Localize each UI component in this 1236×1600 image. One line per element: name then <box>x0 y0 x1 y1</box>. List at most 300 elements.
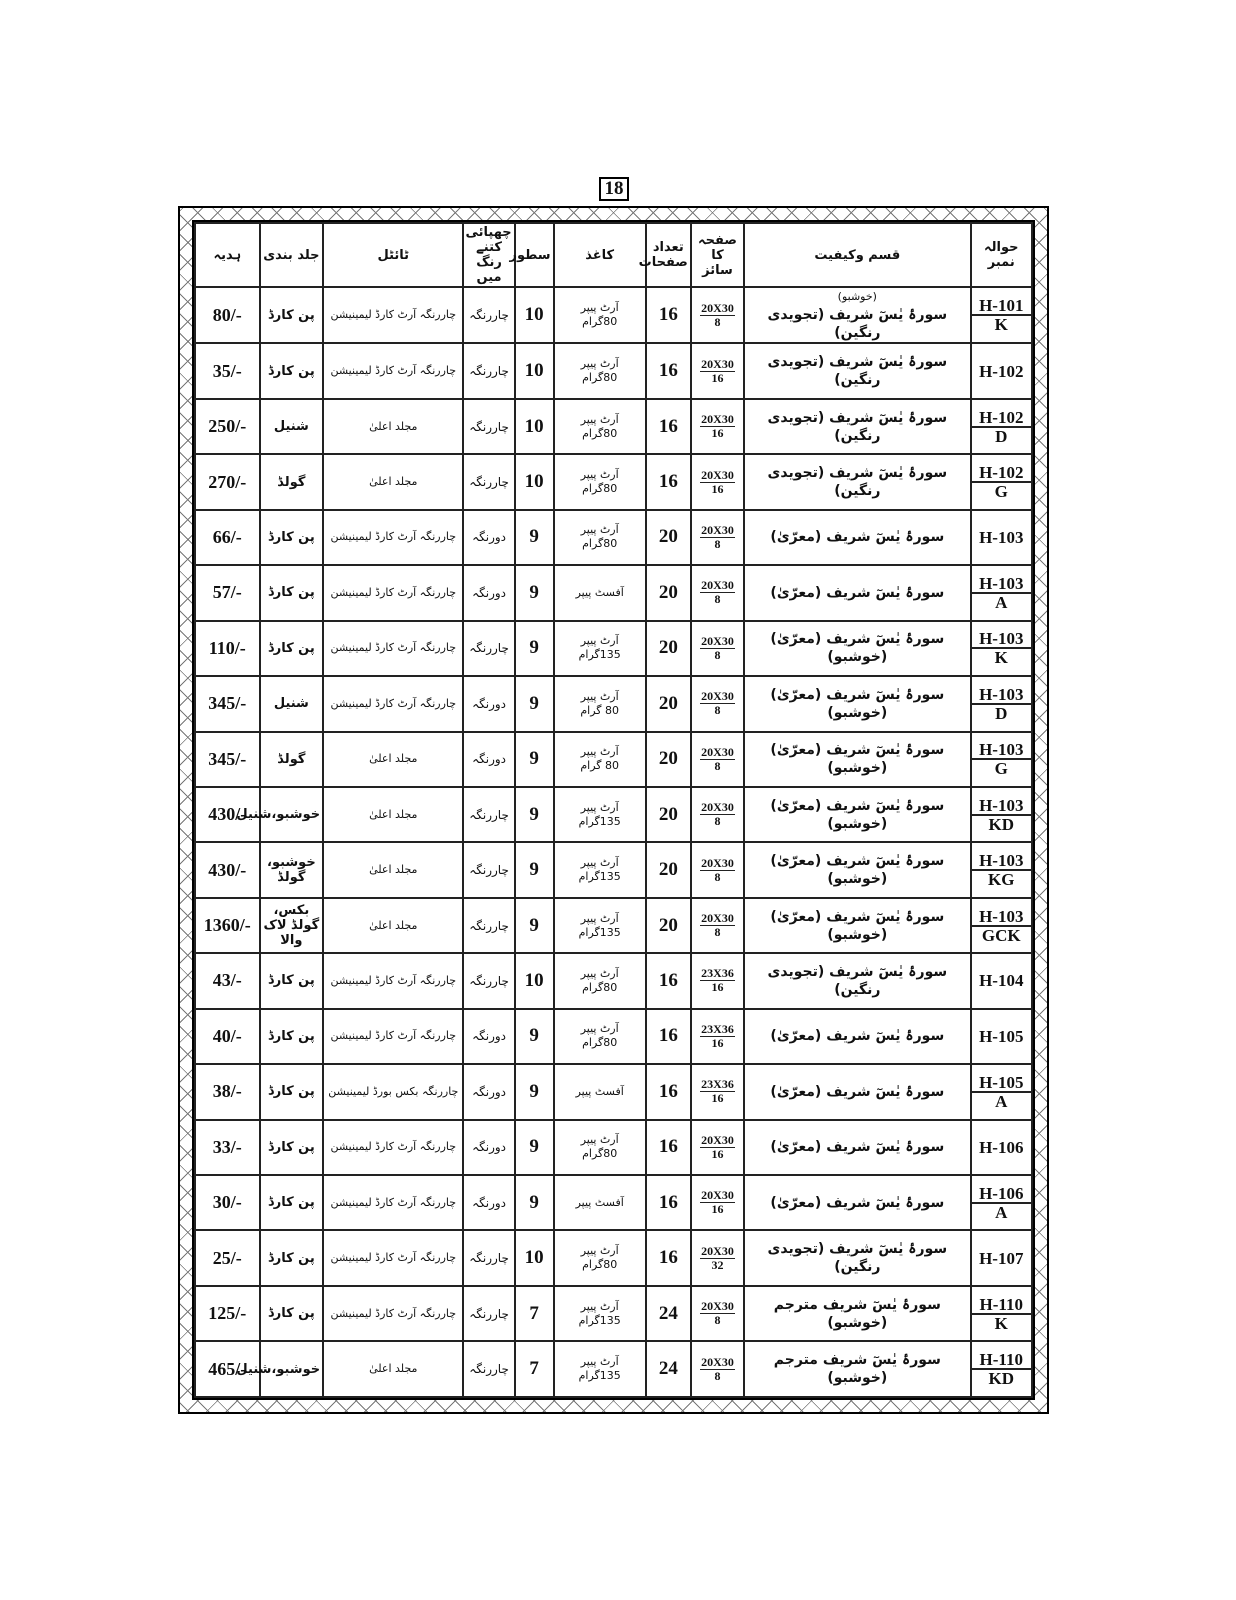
description-text: سورۂ یٰسٓ شریف مترجم (خوشبو) <box>773 1296 941 1331</box>
binding-cell: خوشبو، گولڈ <box>260 842 324 897</box>
page-size-cell <box>691 1341 744 1397</box>
lines-cell: 9 <box>515 510 554 565</box>
table-row <box>195 1120 1032 1175</box>
lines-cell: 9 <box>515 732 554 787</box>
ref-cell <box>971 1064 1032 1119</box>
ref-code: H-102 <box>979 407 1024 427</box>
price-cell: 345/- <box>195 732 260 787</box>
table-row <box>195 953 1032 1008</box>
binding-cell: پن کارڈ <box>260 1286 324 1341</box>
page-size-sheet: 20X30 <box>701 633 734 648</box>
paper-cell <box>554 732 646 787</box>
page-size-sheet: 20X30 <box>701 522 734 537</box>
lines-cell: 9 <box>515 1175 554 1230</box>
page-size-sheet: 20X30 <box>701 300 734 315</box>
cover-cell: چاررنگہ آرٹ کارڈ لیمینیشن <box>323 343 463 398</box>
table-row <box>195 898 1032 953</box>
description-text: سورۂ یٰسٓ شریف (معرّیٰ) (خوشبو) <box>770 853 945 888</box>
print-colors-cell: چاررنگہ <box>463 399 514 454</box>
cover-cell: چاررنگہ آرٹ کارڈ لیمینیشن <box>323 1286 463 1341</box>
page-count-cell: 20 <box>646 565 691 620</box>
print-colors-cell: دورنگہ <box>463 1064 514 1119</box>
cover-cell: چاررنگہ آرٹ کارڈ لیمینیشن <box>323 1230 463 1285</box>
description-text: سورۂ یٰسٓ شریف (تجویدی رنگین) <box>767 307 948 342</box>
print-colors-cell: دورنگہ <box>463 1175 514 1230</box>
page-size-fold: 16 <box>711 1035 724 1050</box>
paper-type: آرٹ پیپر <box>580 800 619 814</box>
paper-weight: 80گرام <box>582 1258 618 1272</box>
header-row <box>195 223 1032 287</box>
page-size-cell <box>691 732 744 787</box>
lines-cell: 10 <box>515 953 554 1008</box>
ref-cell <box>971 510 1032 565</box>
cover-cell: چاررنگہ آرٹ کارڈ لیمینیشن <box>323 1175 463 1230</box>
ref-suffix: GCK <box>972 925 1031 944</box>
ref-cell <box>971 1341 1032 1397</box>
page-size-cell <box>691 1064 744 1119</box>
page-count-cell: 20 <box>646 510 691 565</box>
cover-cell: مجلد اعلیٰ <box>323 842 463 897</box>
page-count-cell: 16 <box>646 1175 691 1230</box>
ref-cell <box>971 787 1032 842</box>
description-text: سورۂ یٰسٓ شریف (تجویدی رنگین) <box>767 1241 948 1276</box>
page-size-cell <box>691 1009 744 1064</box>
cover-cell: چاررنگہ بکس بورڈ لیمینیشن <box>323 1064 463 1119</box>
ref-suffix: KD <box>972 1368 1031 1387</box>
page-size-cell <box>691 399 744 454</box>
page-size-fold: 8 <box>714 814 721 829</box>
description-text: سورۂ یٰسٓ شریف (معرّیٰ) (خوشبو) <box>770 742 945 777</box>
page-size-sheet: 20X30 <box>701 800 734 815</box>
ref-code: H-102 <box>979 463 1024 483</box>
binding-cell: شنیل <box>260 399 324 454</box>
description-text: سورۂ یٰسٓ شریف (معرّیٰ) (خوشبو) <box>770 686 945 721</box>
paper-weight: 80گرام <box>582 1036 618 1050</box>
price-cell: 66/- <box>195 510 260 565</box>
page-size-sheet: 23X36 <box>701 1021 734 1036</box>
page-size-cell <box>691 842 744 897</box>
paper-type: آرٹ پیپر <box>580 634 619 648</box>
description-cell <box>744 732 970 787</box>
ref-code: H-106 <box>979 1137 1024 1157</box>
description-text: سورۂ یٰسٓ شریف (تجویدی رنگین) <box>767 409 948 444</box>
price-cell: 80/- <box>195 287 260 343</box>
ref-code: H-110 <box>979 1350 1023 1370</box>
page-count-cell: 20 <box>646 787 691 842</box>
cover-cell: مجلد اعلیٰ <box>323 1341 463 1397</box>
page-size-cell <box>691 621 744 676</box>
paper-weight: 80گرام <box>582 426 618 440</box>
price-cell: 430/- <box>195 842 260 897</box>
paper-type: آرٹ پیپر <box>580 966 619 980</box>
paper-cell <box>554 842 646 897</box>
paper-type: آرٹ پیپر <box>580 1133 619 1147</box>
page-size-sheet: 20X30 <box>701 1243 734 1258</box>
page-size-fold: 16 <box>711 370 724 385</box>
ref-cell <box>971 1009 1032 1064</box>
description-text: سورۂ یٰسٓ شریف (تجویدی رنگین) <box>767 963 948 998</box>
page-count-cell: 20 <box>646 676 691 731</box>
ref-suffix: D <box>972 426 1031 445</box>
page-count-cell: 16 <box>646 1064 691 1119</box>
cover-cell: مجلد اعلیٰ <box>323 787 463 842</box>
paper-cell <box>554 1175 646 1230</box>
page-size-fold: 8 <box>714 703 721 718</box>
page-size-cell <box>691 1120 744 1175</box>
ref-suffix: K <box>972 314 1031 333</box>
description-text: سورۂ یٰسٓ شریف (معرّیٰ) <box>770 1139 945 1156</box>
lines-cell: 7 <box>515 1341 554 1397</box>
description-cell <box>744 343 970 398</box>
paper-cell <box>554 1230 646 1285</box>
ref-suffix: G <box>972 758 1031 777</box>
price-cell: 270/- <box>195 454 260 509</box>
print-colors-cell: چاررنگہ <box>463 787 514 842</box>
lines-cell: 9 <box>515 565 554 620</box>
paper-weight: 80گرام <box>582 980 618 994</box>
paper-weight: 135گرام <box>578 1369 621 1383</box>
page-size-sheet: 20X30 <box>701 744 734 759</box>
binding-cell: پن کارڈ <box>260 1009 324 1064</box>
lines-cell: 10 <box>515 287 554 343</box>
description-note: (خوشبو) <box>837 290 877 304</box>
paper-weight: 80گرام <box>582 482 618 496</box>
table-row <box>195 1230 1032 1285</box>
binding-cell: پن کارڈ <box>260 1230 324 1285</box>
page-number: 18 <box>599 177 629 201</box>
table-row <box>195 565 1032 620</box>
cover-cell: چاررنگہ آرٹ کارڈ لیمینیشن <box>323 1120 463 1175</box>
page-size-sheet: 20X30 <box>701 412 734 427</box>
print-colors-cell: چاررنگہ <box>463 343 514 398</box>
catalog-table-container <box>192 220 1035 1400</box>
ref-cell <box>971 565 1032 620</box>
table-row <box>195 454 1032 509</box>
page-count-cell: 20 <box>646 621 691 676</box>
print-colors-cell: دورنگہ <box>463 1120 514 1175</box>
ref-code: H-103 <box>979 906 1024 926</box>
description-cell <box>744 787 970 842</box>
page-count-cell: 16 <box>646 953 691 1008</box>
binding-cell: پن کارڈ <box>260 510 324 565</box>
price-cell: 35/- <box>195 343 260 398</box>
paper-weight: 80گرام <box>582 1147 618 1161</box>
paper-cell <box>554 287 646 343</box>
paper-cell <box>554 676 646 731</box>
page-size-fold: 8 <box>714 1313 721 1328</box>
ref-suffix: G <box>972 481 1031 500</box>
page-size-fold: 8 <box>714 925 721 940</box>
binding-cell: بکس، گولڈ لاک والا <box>260 898 324 953</box>
lines-cell: 10 <box>515 399 554 454</box>
paper-cell <box>554 1286 646 1341</box>
page-size-sheet: 20X30 <box>701 467 734 482</box>
print-colors-cell: دورنگہ <box>463 1009 514 1064</box>
cover-cell: چاررنگہ آرٹ کارڈ لیمینیشن <box>323 565 463 620</box>
paper-type: آرٹ پیپر <box>580 911 619 925</box>
description-cell <box>744 1286 970 1341</box>
ref-code: H-106 <box>979 1183 1024 1203</box>
lines-cell: 9 <box>515 1009 554 1064</box>
price-cell: 345/- <box>195 676 260 731</box>
paper-weight: 135گرام <box>578 870 621 884</box>
paper-cell <box>554 898 646 953</box>
price-cell: 33/- <box>195 1120 260 1175</box>
table-row <box>195 842 1032 897</box>
description-text: سورۂ یٰسٓ شریف (تجویدی رنگین) <box>767 465 948 500</box>
description-text: سورۂ یٰسٓ شریف (معرّیٰ) <box>770 529 945 546</box>
paper-type: آرٹ پیپر <box>580 1355 619 1369</box>
binding-cell: پن کارڈ <box>260 953 324 1008</box>
ref-code: H-101 <box>979 296 1024 316</box>
binding-cell: پن کارڈ <box>260 565 324 620</box>
lines-cell: 10 <box>515 1230 554 1285</box>
ref-cell <box>971 399 1032 454</box>
page-size-cell <box>691 676 744 731</box>
page-size-cell <box>691 1230 744 1285</box>
table-row <box>195 621 1032 676</box>
header-ref: حوالہ نمبر <box>971 223 1032 287</box>
description-text: سورۂ یٰسٓ شریف (معرّیٰ) (خوشبو) <box>770 797 945 832</box>
page-count-cell: 16 <box>646 454 691 509</box>
page-count-cell: 20 <box>646 898 691 953</box>
table-row <box>195 1064 1032 1119</box>
page-size-fold: 16 <box>711 481 724 496</box>
paper-cell <box>554 621 646 676</box>
description-text: سورۂ یٰسٓ شریف (تجویدی رنگین) <box>767 354 948 389</box>
header-price: ہدیہ <box>195 223 260 287</box>
paper-cell <box>554 787 646 842</box>
page-size-fold: 8 <box>714 536 721 551</box>
ref-code: H-104 <box>979 971 1024 991</box>
price-cell: 125/- <box>195 1286 260 1341</box>
paper-weight: 80گرام <box>582 537 618 551</box>
binding-cell: خوشبو،شنیل <box>260 1341 324 1397</box>
header-cover: ٹائٹل <box>323 223 463 287</box>
lines-cell: 9 <box>515 787 554 842</box>
paper-weight: 135گرام <box>578 648 621 662</box>
ref-cell <box>971 732 1032 787</box>
table-row <box>195 676 1032 731</box>
ref-suffix: D <box>972 703 1031 722</box>
header-description: قسم وکیفیت <box>744 223 970 287</box>
page-size-cell <box>691 565 744 620</box>
description-cell <box>744 565 970 620</box>
cover-cell: چاررنگہ آرٹ کارڈ لیمینیشن <box>323 1009 463 1064</box>
page-size-sheet: 20X30 <box>701 578 734 593</box>
price-cell: 30/- <box>195 1175 260 1230</box>
table-row <box>195 510 1032 565</box>
page-size-fold: 16 <box>711 426 724 441</box>
print-colors-cell: دورنگہ <box>463 732 514 787</box>
description-text: سورۂ یٰسٓ شریف (معرّیٰ) <box>770 1194 945 1211</box>
page-count-cell: 24 <box>646 1341 691 1397</box>
paper-type: آرٹ پیپر <box>580 856 619 870</box>
page-size-cell <box>691 343 744 398</box>
print-colors-cell: چاررنگہ <box>463 1230 514 1285</box>
description-cell <box>744 510 970 565</box>
description-cell <box>744 1120 970 1175</box>
description-text: سورۂ یٰسٓ شریف (معرّیٰ) <box>770 1083 945 1100</box>
page-size-fold: 16 <box>711 1091 724 1106</box>
price-cell: 250/- <box>195 399 260 454</box>
price-cell: 57/- <box>195 565 260 620</box>
paper-type: آرٹ پیپر <box>580 1022 619 1036</box>
print-colors-cell: چاررنگہ <box>463 287 514 343</box>
ref-suffix: A <box>972 1091 1031 1110</box>
page-size-cell <box>691 287 744 343</box>
page-size-sheet: 20X30 <box>701 1354 734 1369</box>
page-size-fold: 8 <box>714 1368 721 1383</box>
ref-suffix: KD <box>972 814 1031 833</box>
page-size-sheet: 23X36 <box>701 1077 734 1092</box>
binding-cell: پن کارڈ <box>260 1064 324 1119</box>
page-size-cell <box>691 1175 744 1230</box>
ref-code: H-102 <box>979 361 1024 381</box>
table-row <box>195 1009 1032 1064</box>
page-size-sheet: 20X30 <box>701 1299 734 1314</box>
price-cell: 110/- <box>195 621 260 676</box>
paper-type: آرٹ پیپر <box>580 301 619 315</box>
ref-code: H-103 <box>979 740 1024 760</box>
table-row <box>195 732 1032 787</box>
ref-suffix: K <box>972 1313 1031 1332</box>
ref-code: H-103 <box>979 851 1024 871</box>
description-cell <box>744 1341 970 1397</box>
binding-cell: گولڈ <box>260 732 324 787</box>
description-cell <box>744 399 970 454</box>
ref-code: H-103 <box>979 527 1024 547</box>
page-count-cell: 16 <box>646 399 691 454</box>
cover-cell: چاررنگہ آرٹ کارڈ لیمینیشن <box>323 287 463 343</box>
print-colors-cell: دورنگہ <box>463 510 514 565</box>
page-size-fold: 8 <box>714 758 721 773</box>
ref-suffix: A <box>972 592 1031 611</box>
ref-cell <box>971 454 1032 509</box>
header-binding: جلد بندی <box>260 223 324 287</box>
description-cell <box>744 1230 970 1285</box>
paper-cell <box>554 510 646 565</box>
paper-cell <box>554 565 646 620</box>
paper-weight: 80گرام <box>582 371 618 385</box>
ref-suffix: K <box>972 647 1031 666</box>
table-row <box>195 287 1032 343</box>
cover-cell: چاررنگہ آرٹ کارڈ لیمینیشن <box>323 510 463 565</box>
page-count-cell: 20 <box>646 842 691 897</box>
ref-code: H-103 <box>979 573 1024 593</box>
page-size-cell <box>691 454 744 509</box>
binding-cell: پن کارڈ <box>260 621 324 676</box>
description-cell <box>744 1009 970 1064</box>
page-count-cell: 16 <box>646 1230 691 1285</box>
description-text: سورۂ یٰسٓ شریف (معرّیٰ) (خوشبو) <box>770 631 945 666</box>
page-count-cell: 24 <box>646 1286 691 1341</box>
paper-type: آفسٹ پیپر <box>575 585 624 599</box>
price-cell: 1360/- <box>195 898 260 953</box>
ref-cell <box>971 842 1032 897</box>
ref-code: H-105 <box>979 1026 1024 1046</box>
description-cell <box>744 621 970 676</box>
page-size-fold: 8 <box>714 592 721 607</box>
page-size-cell <box>691 953 744 1008</box>
description-text: سورۂ یٰسٓ شریف مترجم (خوشبو) <box>773 1352 941 1387</box>
lines-cell: 9 <box>515 898 554 953</box>
table-row <box>195 1286 1032 1341</box>
description-cell <box>744 953 970 1008</box>
ref-code: H-105 <box>979 1072 1024 1092</box>
table-row <box>195 1341 1032 1397</box>
binding-cell: پن کارڈ <box>260 1175 324 1230</box>
print-colors-cell: دورنگہ <box>463 676 514 731</box>
binding-cell: پن کارڈ <box>260 1120 324 1175</box>
ref-cell <box>971 1175 1032 1230</box>
paper-cell <box>554 1120 646 1175</box>
page-count-cell: 16 <box>646 1120 691 1175</box>
ref-suffix: A <box>972 1202 1031 1221</box>
binding-cell: پن کارڈ <box>260 343 324 398</box>
print-colors-cell: چاررنگہ <box>463 898 514 953</box>
description-text: سورۂ یٰسٓ شریف (معرّیٰ) <box>770 584 945 601</box>
paper-type: آرٹ پیپر <box>580 357 619 371</box>
print-colors-cell: چاررنگہ <box>463 953 514 1008</box>
price-cell: 43/- <box>195 953 260 1008</box>
header-paper: کاغذ <box>554 223 646 287</box>
paper-cell <box>554 1009 646 1064</box>
paper-cell <box>554 1341 646 1397</box>
page-size-fold: 8 <box>714 869 721 884</box>
page-size-fold: 8 <box>714 314 721 329</box>
page-size-sheet: 23X36 <box>701 966 734 981</box>
header-page-size: صفحہ کا سائز <box>691 223 744 287</box>
paper-cell <box>554 343 646 398</box>
ref-cell <box>971 953 1032 1008</box>
page-count-cell: 16 <box>646 343 691 398</box>
header-page-count: تعداد صفحات <box>646 223 691 287</box>
ref-code: H-110 <box>979 1294 1023 1314</box>
binding-cell: پن کارڈ <box>260 287 324 343</box>
cover-cell: مجلد اعلیٰ <box>323 454 463 509</box>
page-size-sheet: 20X30 <box>701 855 734 870</box>
header-print-colors: چھپائی کتنے رنگ میں <box>463 223 514 287</box>
page-size-fold: 8 <box>714 647 721 662</box>
ref-code: H-107 <box>979 1248 1024 1268</box>
price-cell: 38/- <box>195 1064 260 1119</box>
ref-cell <box>971 621 1032 676</box>
ref-cell <box>971 1286 1032 1341</box>
lines-cell: 9 <box>515 676 554 731</box>
paper-type: آرٹ پیپر <box>580 1299 619 1313</box>
paper-type: آرٹ پیپر <box>580 689 619 703</box>
binding-cell: گولڈ <box>260 454 324 509</box>
paper-type: آرٹ پیپر <box>580 523 619 537</box>
page-size-cell <box>691 510 744 565</box>
description-cell <box>744 676 970 731</box>
paper-cell <box>554 454 646 509</box>
cover-cell: مجلد اعلیٰ <box>323 399 463 454</box>
price-cell: 430/- <box>195 787 260 842</box>
paper-weight: 135گرام <box>578 925 621 939</box>
page-count-cell: 20 <box>646 732 691 787</box>
paper-type: آفسٹ پیپر <box>575 1195 624 1209</box>
page-size-fold: 16 <box>711 1202 724 1217</box>
table-row <box>195 1175 1032 1230</box>
lines-cell: 9 <box>515 842 554 897</box>
paper-weight: 135گرام <box>578 1313 621 1327</box>
page-count-cell: 16 <box>646 1009 691 1064</box>
paper-type: آفسٹ پیپر <box>575 1084 624 1098</box>
ref-code: H-103 <box>979 629 1024 649</box>
description-cell <box>744 287 970 343</box>
